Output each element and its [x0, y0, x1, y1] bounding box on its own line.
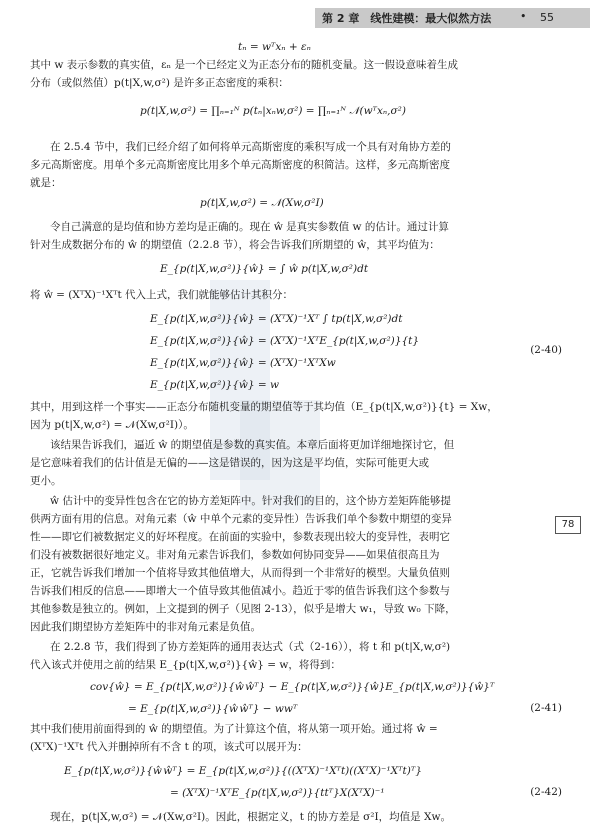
text-line: ŵ 估计中的变异性包含在它的协方差矩阵中。针对我们的目的，这个协方差矩阵能够提 [50, 495, 451, 507]
text-line: 告诉我们相反的信息——即增大一个值导致其他值减小。趋近于零的值告诉我们这个参数与 [30, 585, 450, 597]
text-line: 就是： [30, 177, 62, 189]
text-line: 在 2.5.4 节中，我们已经介绍了如何将单元高斯密度的乘积写成一个具有对角协方差的 [50, 141, 451, 153]
text-line: 们没有被数据很好地定义。非对角元素告诉我们，参数如何协同变异——如果值很高且为 [30, 549, 440, 561]
text-line: 针对生成数据分布的 ŵ 的期望值（2.2.8 节），将会告诉我们所期望的 ŵ，其平均值为： [30, 239, 440, 251]
equation-line: E_{p(t|X,w,σ²)}{ŵ} = (XᵀX)⁻¹Xᵀ ∫ tp(t|X,w,σ²)dt [150, 313, 403, 325]
text-line: 其中 w 表示参数的真实值，εₙ 是一个已经定义为正态分布的随机变量。这一假设意味着生成 [30, 59, 458, 71]
text-line: (XᵀX)⁻¹Xᵀt 代入并删掉所有不含 t 的项，该式可以展开为： [30, 741, 308, 753]
equation-line: = (XᵀX)⁻¹XᵀE_{p(t|X,w,σ²)}{ttᵀ}X(XᵀX)⁻¹ [170, 787, 385, 799]
text-line: 将 ŵ = (XᵀX)⁻¹Xᵀt 代入上式，我们就能够估计其积分： [30, 289, 294, 301]
page-number: 55 [540, 11, 554, 24]
text-line: 其中，用到这样一个事实——正态分布随机变量的期望值等于其均值（E_{p(t|X,w,σ²)}{t} = Xw， [30, 401, 498, 413]
equation: tₙ = wᵀxₙ + εₙ [238, 41, 311, 53]
text-line: 该结果告诉我们，逼近 ŵ 的期望值是参数的真实值。本章后面将更加详细地探讨它，但 [50, 439, 455, 451]
running-header [0, 0, 590, 30]
text-line: 多元高斯密度。用单个多元高斯密度比用多个单元高斯密度的积简洁。这样，多元高斯密度 [30, 159, 450, 171]
text-line: 其中我们使用前面得到的 ŵ 的期望值。为了计算这个值，将从第一项开始。通过将 ŵ = [30, 723, 438, 735]
text-line: 更小。 [30, 475, 62, 487]
equation-line: E_{p(t|X,w,σ²)}{ŵ} = (XᵀX)⁻¹XᵀXw [150, 357, 336, 369]
text-line: 现在，p(t|X,w,σ²) = 𝒩(Xw,σ²I)。因此，根据定义，t 的协方差是 σ²I，均值是 Xw。 [50, 811, 451, 823]
equation: p(t|X,w,σ²) = ∏ₙ₌₁ᴺ p(tₙ|xₙw,σ²) = ∏ₙ₌₁ᴺ 𝒩(wᵀxₙ,σ²) [140, 105, 406, 117]
equation: E_{p(t|X,w,σ²)}{ŵ} = ∫ ŵ p(t|X,w,σ²)dt [160, 263, 369, 275]
text-line: 其他参数是独立的。例如，上文提到的例子（见图 2-13），似乎是增大 w₁，导致 w₀ 下降， [30, 603, 456, 615]
text-line: 是它意味着我们的估计值是无偏的——这是错误的，因为这是平均值，实际可能更大或 [30, 457, 429, 469]
text-line: 代入该式并使用之前的结果 E_{p(t|X,w,σ²)}{ŵ} = w，将得到： [30, 659, 341, 671]
text-line: 因为 p(t|X,w,σ²) = 𝒩(Xw,σ²I)）。 [30, 419, 194, 431]
equation-line: cov{ŵ} = E_{p(t|X,w,σ²)}{ŵŵᵀ} − E_{p(t|X,w,σ²)}{ŵ}E_{p(t|X,w,σ²)}{ŵ}ᵀ [90, 681, 495, 693]
text-line: 分布（或似然值）p(t|X,w,σ²) 是许多正态密度的乘积： [30, 77, 289, 89]
equation-number: (2-40) [530, 344, 562, 356]
equation-number: (2-42) [530, 786, 562, 798]
text-line: 令自己满意的是均值和协方差均是正确的。现在 ŵ 是真实参数值 w 的估计。通过计算 [50, 221, 449, 233]
chapter-title: 第 2 章 线性建模：最大似然方法 [322, 12, 492, 25]
equation: p(t|X,w,σ²) = 𝒩(Xw,σ²I) [200, 197, 324, 209]
text-line: 在 2.2.8 节，我们得到了协方差矩阵的通用表达式（式（2-16）），将 t 和 p(t|X,w,σ²) [50, 641, 451, 653]
text-line: 正，它就告诉我们增加一个值将导致其他值增大，从而得到一个非常好的模型。大量负值则 [30, 567, 450, 579]
text-line: 因此我们期望协方差矩阵中的非对角元素是负值。 [30, 621, 261, 633]
equation-line: = E_{p(t|X,w,σ²)}{ŵŵᵀ} − wwᵀ [128, 703, 298, 715]
equation-line: E_{p(t|X,w,σ²)}{ŵ} = (XᵀX)⁻¹XᵀE_{p(t|X,w,σ²)}{t} [150, 335, 420, 347]
text-line: 性——即它们被数据定义的好坏程度。在前面的实验中，参数表现出较大的变异性，表明它 [30, 531, 450, 543]
text-line: 供两方面有用的信息。对角元素（ŵ 中单个元素的变异性）告诉我们单个参数中期望的变异 [30, 513, 452, 525]
equation-number: (2-41) [530, 702, 562, 714]
equation-line: E_{p(t|X,w,σ²)}{ŵ} = w [150, 379, 280, 391]
margin-page-tab: 78 [555, 516, 581, 534]
header-bullet: • [520, 10, 527, 23]
equation-line: E_{p(t|X,w,σ²)}{ŵŵᵀ} = E_{p(t|X,w,σ²)}{((XᵀX)⁻¹Xᵀt)((XᵀX)⁻¹Xᵀt)ᵀ} [64, 765, 422, 777]
